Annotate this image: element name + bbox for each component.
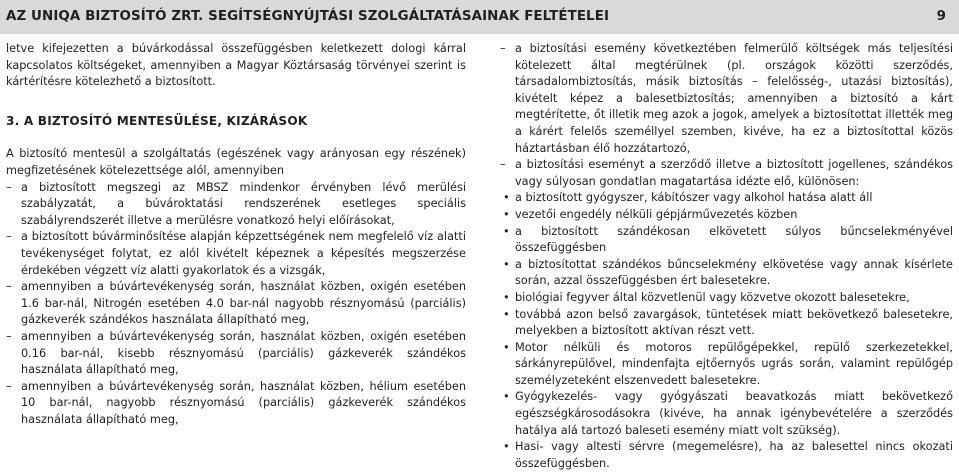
list-item: – a biztosítási esemény következtében felmerülő költségek más teljesítési kötelezett által megtérülnek (pl. országok közötti szerződés, társadalombiztosítás, másik biztosítás – felelősség-, utazási biztosítás), kivételt képez a balesetbiztosítás; amennyiben a biztosító a kárt megtérítette, őt illetik meg azok a jogok, amelyek a biztosítottat illették meg a kárért felelős személlyel szemben, kivéve, ha ez a biztosítottal közös háztartásban élő hozzátartozó, (500, 41, 953, 157)
left-column (6, 41, 466, 428)
right-column (500, 41, 953, 472)
bullet-item: • Hasi- vagy altesti sérvre (megemelésre), ha az balesettel nincs okozati összefüggésben. (500, 439, 953, 472)
bullet-item: • továbbá azon belső zavargások, tüntetések miatt bekövetkező balesetekre, melyekben a biztosított aktívan részt vett. (500, 307, 953, 340)
bullet-item: • a biztosított szándékosan elkövetett súlyos bűncselekményével összefüggésben (500, 224, 953, 257)
bullet-item: • a biztosítottat szándékos bűncselekmény elkövetése vagy annak kísérlete során, azzal összefüggésben ért balesetekre. (500, 257, 953, 290)
bullet-item: • a biztosított gyógyszer, kábítószer vagy alkohol hatása alatt áll (500, 190, 953, 207)
exemption-list-continued (500, 41, 953, 190)
exemption-list (6, 180, 466, 429)
list-item: – a biztosított megszegi az MBSZ mindenkor érvényben lévő merülési szabályzatát, a búvároktatási rendszerének esetleges speciális szabályrendszerét illetve a merülésre vonatkozó helyi előírásokat, (6, 180, 466, 230)
list-item: – amennyiben a búvártevékenység során, használat közben, oxigén esetében 1.6 bar-nál, Nitrogén esetében 4.0 bar-nál nagyobb résznyomású (parciális) gázkeverék szándékos használata állapítható meg, (6, 279, 466, 329)
list-item: – a biztosított búvárminősítése alapján képzettségének nem megfelelő víz alatti tevékenységet folytat, ez alól kivételt képeznek a képesítés megszerzése érdekében végzett víz alatti gyakorlatok és a vizsgák, (6, 229, 466, 279)
section-title: 3. A BIZTOSÍTÓ MENTESÜLÉSE, KIZÁRÁSOK (6, 113, 308, 128)
page-number: 9 (936, 9, 946, 24)
bullet-item: • biológiai fegyver által közvetlenül vagy közvetve okozott balesetekre, (500, 290, 953, 307)
bullet-item: • Gyógykezelés- vagy gyógyászati beavatkozás miatt bekövetkező egészségkárosodásokra (kivéve, ha annak igénybevételére a szerződés hatálya alá tartozó baleseti esemény miatt volt szükség). (500, 389, 953, 439)
bullet-item: • vezetői engedély nélküli gépjárművezetés közben (500, 207, 953, 224)
list-item: – amennyiben a búvártevékenység során, használat közben, oxigén esetében 0.16 bar-nál, kisebb résznyomású (parciális) gázkeverék szándékos használata állapítható meg, (6, 329, 466, 379)
bullet-item: • Motor nélküli és motoros repülőgépekkel, repülő szerkezetekkel, sárkányrepülővel, mindenfajta ejtőernyős ugrás során, valamint repülőgép személyzeteként elszenvedett balesetekre. (500, 340, 953, 390)
exemption-lead: A biztosító mentesül a szolgáltatás (egészének vagy arányosan egy részének) megfizetésének kötelezettsége alól, amennyiben (6, 147, 466, 177)
intro-paragraph: letve kifejezetten a búvárkodással összefüggésben keletkezett dologi kárral kapcsolatos költségeket, amennyiben a Magyar Köztársaság törvényei szerint is kártérítésre kötelezhető a biztosított. (6, 42, 466, 89)
bullet-list (500, 190, 953, 472)
header-title: AZ UNIQA BIZTOSÍTÓ ZRT. SEGÍTSÉGNYÚJTÁSI SZOLGÁLTATÁSAINAK FELTÉTELEI (6, 9, 610, 24)
page-header (0, 0, 959, 34)
list-item: – a biztosítási eseményt a szerződő illetve a biztosított jogellenes, szándékos vagy súlyosan gondatlan magatartása idézte elő, különösen: (500, 157, 953, 190)
list-item: – amennyiben a búvártevékenység során, használat közben, hélium esetében 10 bar-nál, nagyobb résznyomású (parciális) gázkeverék szándékos használata állapítható meg, (6, 379, 466, 429)
